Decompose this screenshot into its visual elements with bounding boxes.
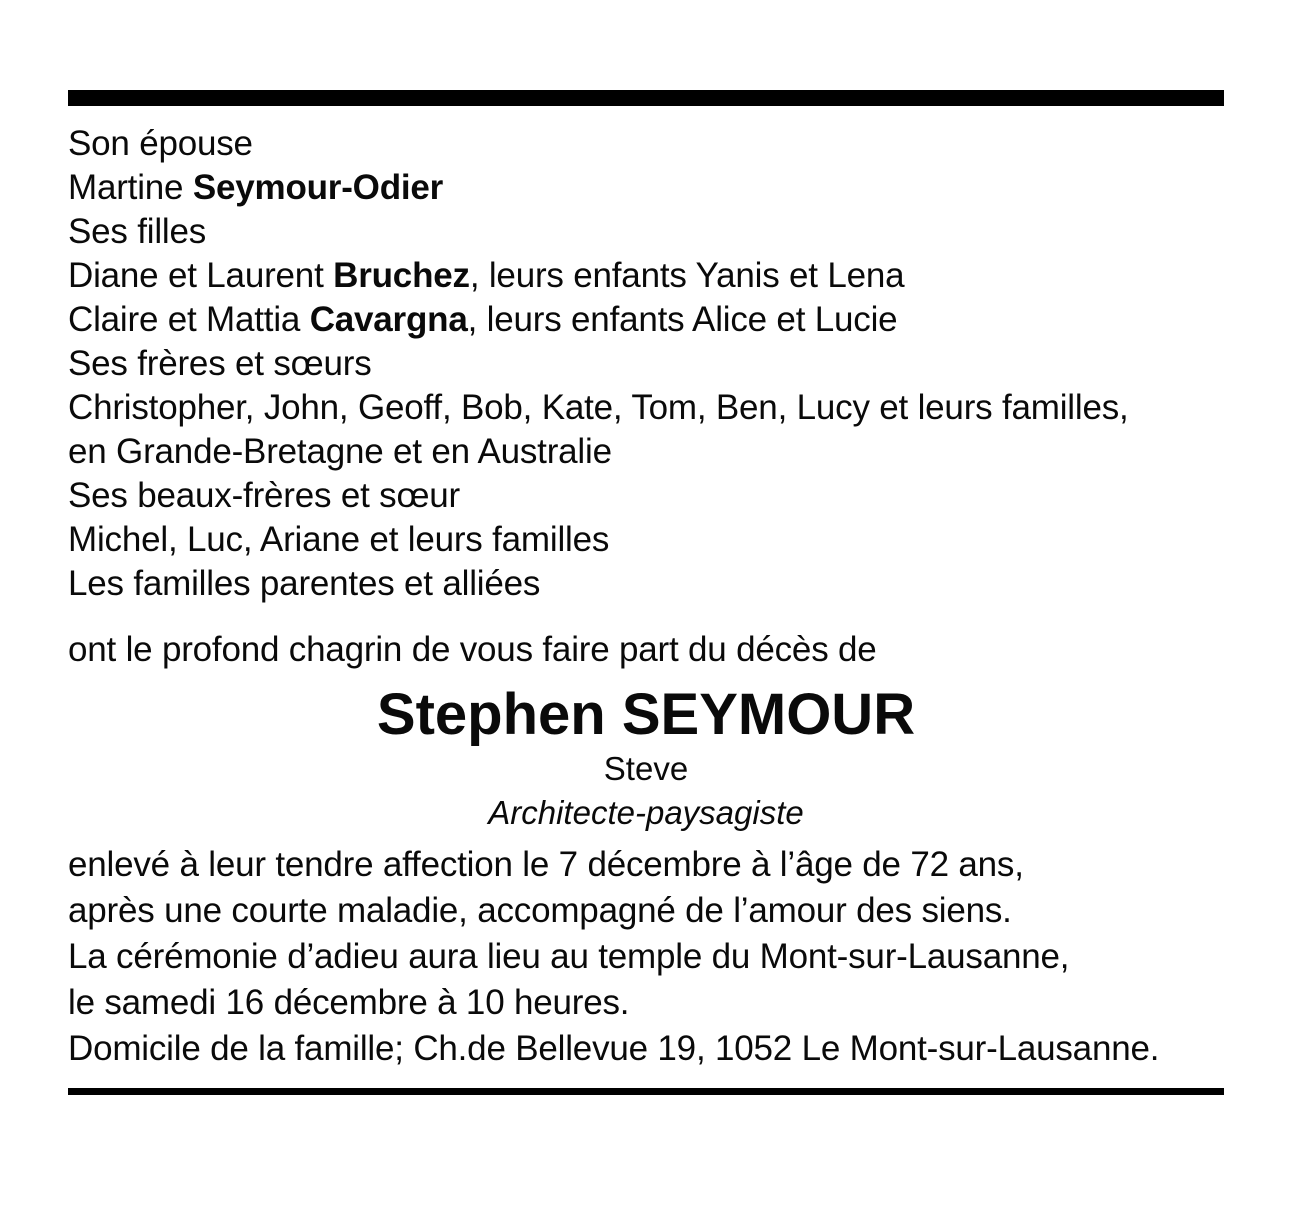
- deceased-profession: Architecte-paysagiste: [488, 794, 804, 831]
- relative-surname: Bruchez: [333, 256, 470, 295]
- announcement-text: ont le profond chagrin de vous faire part du décès de: [68, 630, 877, 669]
- relative-line: [68, 210, 1224, 254]
- relative-line: [68, 254, 1224, 298]
- spacer: [68, 606, 1224, 628]
- closing-line: après une courte maladie, accompagné de l’amour des siens.: [68, 891, 1012, 930]
- relative-surname: Cavargna: [309, 300, 468, 339]
- relative-text: , leurs enfants Yanis et Lena: [469, 256, 905, 295]
- relative-text: Son épouse: [68, 124, 253, 163]
- relative-text: Les familles parentes et alliées: [68, 564, 541, 603]
- relative-line: [68, 166, 1224, 210]
- deceased-block: [68, 672, 1224, 836]
- closing-line: La cérémonie d’adieu aura lieu au temple du Mont-sur-Lausanne,: [68, 937, 1070, 976]
- relative-text: en Grande-Bretagne et en Australie: [68, 432, 612, 471]
- bottom-rule-divider: [68, 1088, 1224, 1095]
- relative-text: Martine: [68, 168, 193, 207]
- relative-line: [68, 386, 1224, 430]
- obituary-notice: [68, 90, 1224, 1095]
- relative-text: Christopher, John, Geoff, Bob, Kate, Tom, Ben, Lucy et leurs familles,: [68, 388, 1129, 427]
- relative-text: Ses beaux-frères et sœur: [68, 476, 461, 515]
- relative-line: [68, 474, 1224, 518]
- relative-line: [68, 518, 1224, 562]
- closing-line: Domicile de la famille; Ch.de Bellevue 19, 1052 Le Mont-sur-Lausanne.: [68, 1029, 1160, 1068]
- notice-body: [68, 106, 1224, 1072]
- relative-text: Ses filles: [68, 212, 207, 251]
- closing-line: enlevé à leur tendre affection le 7 décembre à l’âge de 72 ans,: [68, 845, 1024, 884]
- relative-surname: Seymour-Odier: [192, 168, 444, 207]
- relative-text: , leurs enfants Alice et Lucie: [467, 300, 898, 339]
- relative-text: Ses frères et sœurs: [68, 344, 372, 383]
- closing-line: le samedi 16 décembre à 10 heures.: [68, 983, 630, 1022]
- relative-text: Michel, Luc, Ariane et leurs familles: [68, 520, 610, 559]
- relative-line: [68, 122, 1224, 166]
- top-rule-divider: [68, 90, 1224, 106]
- deceased-name: Stephen SEYMOUR: [376, 682, 916, 747]
- relative-line: [68, 562, 1224, 606]
- relative-line: [68, 342, 1224, 386]
- relatives-list: [68, 122, 1224, 606]
- relative-line: [68, 298, 1224, 342]
- closing-text: [68, 836, 1224, 1072]
- relative-text: Claire et Mattia: [68, 300, 310, 339]
- relative-line: [68, 430, 1224, 474]
- deceased-nickname: Steve: [603, 750, 689, 787]
- relative-text: Diane et Laurent: [68, 256, 334, 295]
